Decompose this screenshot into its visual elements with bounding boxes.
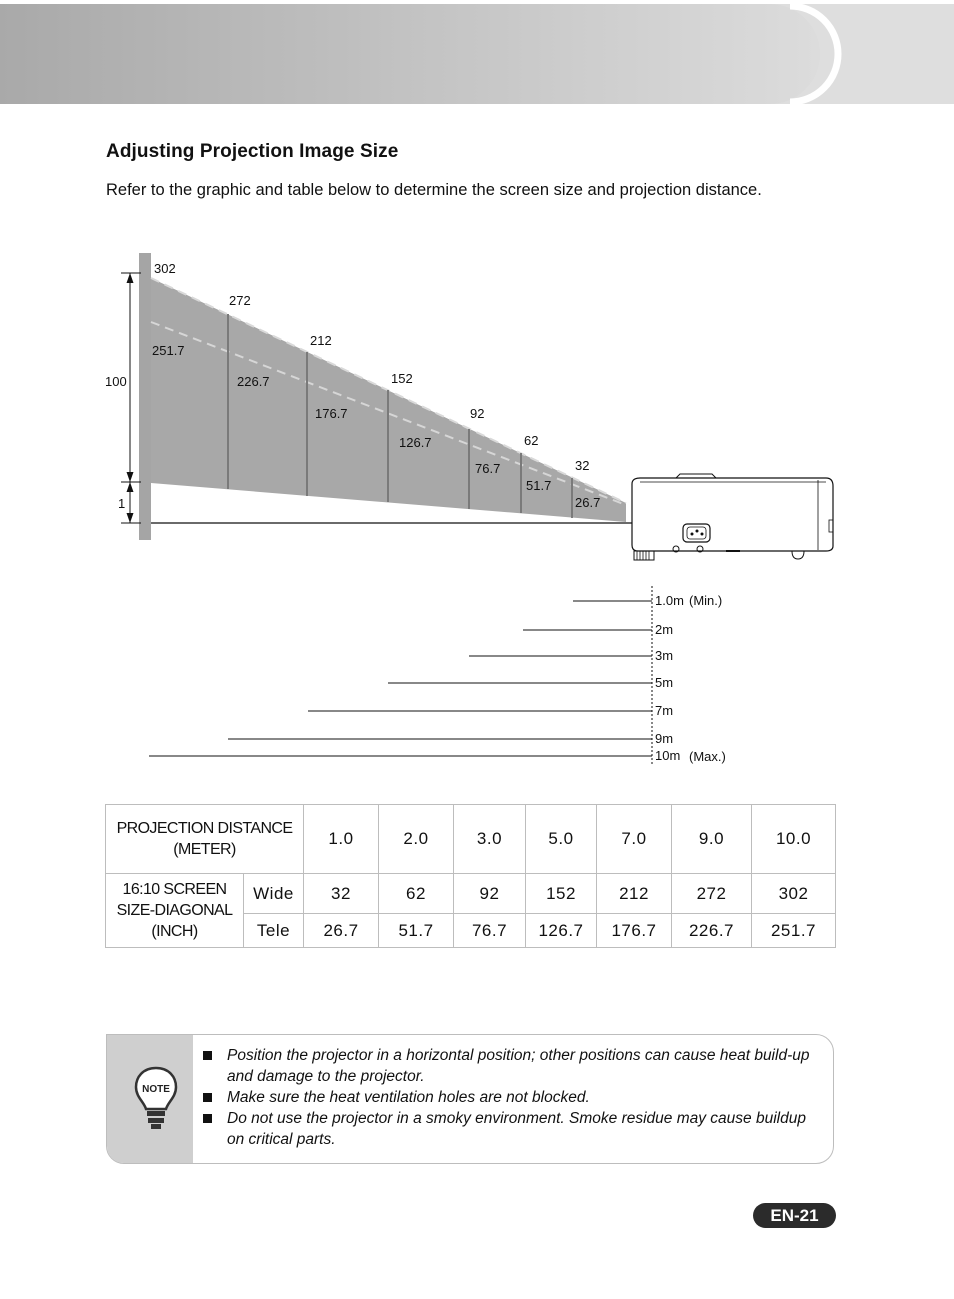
- distance-label: 5m: [655, 675, 674, 690]
- screen-wall: [139, 253, 151, 540]
- header-band: [0, 0, 954, 106]
- distance-label: 3m: [655, 648, 674, 663]
- height-label: 1: [118, 496, 126, 511]
- note-icon-label: NOTE: [142, 1084, 170, 1095]
- wide-size-label: 212: [310, 333, 332, 348]
- wide-cell: 212: [597, 874, 672, 914]
- distance-header: PROJECTION DISTANCE (METER): [106, 805, 304, 874]
- tele-cell: 176.7: [597, 914, 672, 948]
- distance-cell: 3.0: [454, 805, 526, 874]
- tele-cell: 251.7: [752, 914, 836, 948]
- page-number-badge: EN-21: [753, 1203, 836, 1228]
- tele-cell: 76.7: [454, 914, 526, 948]
- tele-cell: 51.7: [379, 914, 454, 948]
- note-item: Position the projector in a horizontal position; other positions can cause heat build-up and damage to the projector.: [203, 1045, 815, 1087]
- wide-size-label: 32: [575, 458, 590, 473]
- distance-label: 7m: [655, 703, 674, 718]
- wide-cell: 152: [526, 874, 597, 914]
- distance-label: 9m: [655, 731, 674, 746]
- distance-label: 1.0m: [655, 593, 684, 608]
- wide-label: Wide: [244, 874, 304, 914]
- wide-size-label: 272: [229, 293, 251, 308]
- tele-size-label: 126.7: [399, 435, 432, 450]
- distance-cell: 7.0: [597, 805, 672, 874]
- tele-size-label: 51.7: [526, 478, 552, 493]
- note-item: Make sure the heat ventilation holes are not blocked.: [203, 1087, 815, 1108]
- tele-size-label: 176.7: [315, 406, 348, 421]
- max-label: (Max.): [689, 749, 726, 764]
- intro-text: Refer to the graphic and table below to determine the screen size and projection distance.: [106, 181, 762, 199]
- projection-diagram: [0, 240, 954, 780]
- size-header: 16:10 SCREEN SIZE-DIAGONAL (INCH): [106, 874, 244, 948]
- wide-size-label: 92: [470, 406, 485, 421]
- note-box: [106, 1034, 834, 1164]
- tele-size-label: 226.7: [237, 374, 270, 389]
- tele-cell: 26.7: [304, 914, 379, 948]
- bullet-icon: [203, 1093, 212, 1102]
- section-title: Adjusting Projection Image Size: [106, 141, 399, 162]
- tele-size-label: 251.7: [152, 343, 185, 358]
- wide-size-label: 302: [154, 261, 176, 276]
- distance-cell: 5.0: [526, 805, 597, 874]
- bullet-icon: [203, 1114, 212, 1123]
- tele-size-label: 76.7: [475, 461, 501, 476]
- distance-label: 2m: [655, 622, 674, 637]
- note-sidebar: [107, 1035, 193, 1163]
- distance-cell: 2.0: [379, 805, 454, 874]
- tele-cell: 226.7: [672, 914, 752, 948]
- wide-cell: 272: [672, 874, 752, 914]
- tele-label: Tele: [244, 914, 304, 948]
- wide-size-label: 152: [391, 371, 413, 386]
- wide-cell: 32: [304, 874, 379, 914]
- wide-cell: 62: [379, 874, 454, 914]
- distance-cell: 1.0: [304, 805, 379, 874]
- distance-label: 10m: [655, 748, 681, 763]
- note-item: Do not use the projector in a smoky environment. Smoke residue may cause buildup on critical parts.: [203, 1108, 815, 1150]
- wide-cell: 92: [454, 874, 526, 914]
- table-row: [106, 805, 836, 874]
- distance-cell: 10.0: [752, 805, 836, 874]
- min-label: (Min.): [689, 593, 723, 608]
- tele-size-label: 26.7: [575, 495, 601, 510]
- distance-lines: [149, 601, 652, 756]
- projection-table: [105, 804, 836, 948]
- distance-cell: 9.0: [672, 805, 752, 874]
- bullet-icon: [203, 1051, 212, 1060]
- wide-size-label: 62: [524, 433, 539, 448]
- wide-cell: 302: [752, 874, 836, 914]
- note-lightbulb-icon: [133, 1065, 179, 1131]
- height-label: 100: [105, 374, 127, 389]
- tele-cell: 126.7: [526, 914, 597, 948]
- table-row: [106, 874, 836, 914]
- note-list: [203, 1045, 815, 1150]
- projector-illustration: [632, 474, 833, 560]
